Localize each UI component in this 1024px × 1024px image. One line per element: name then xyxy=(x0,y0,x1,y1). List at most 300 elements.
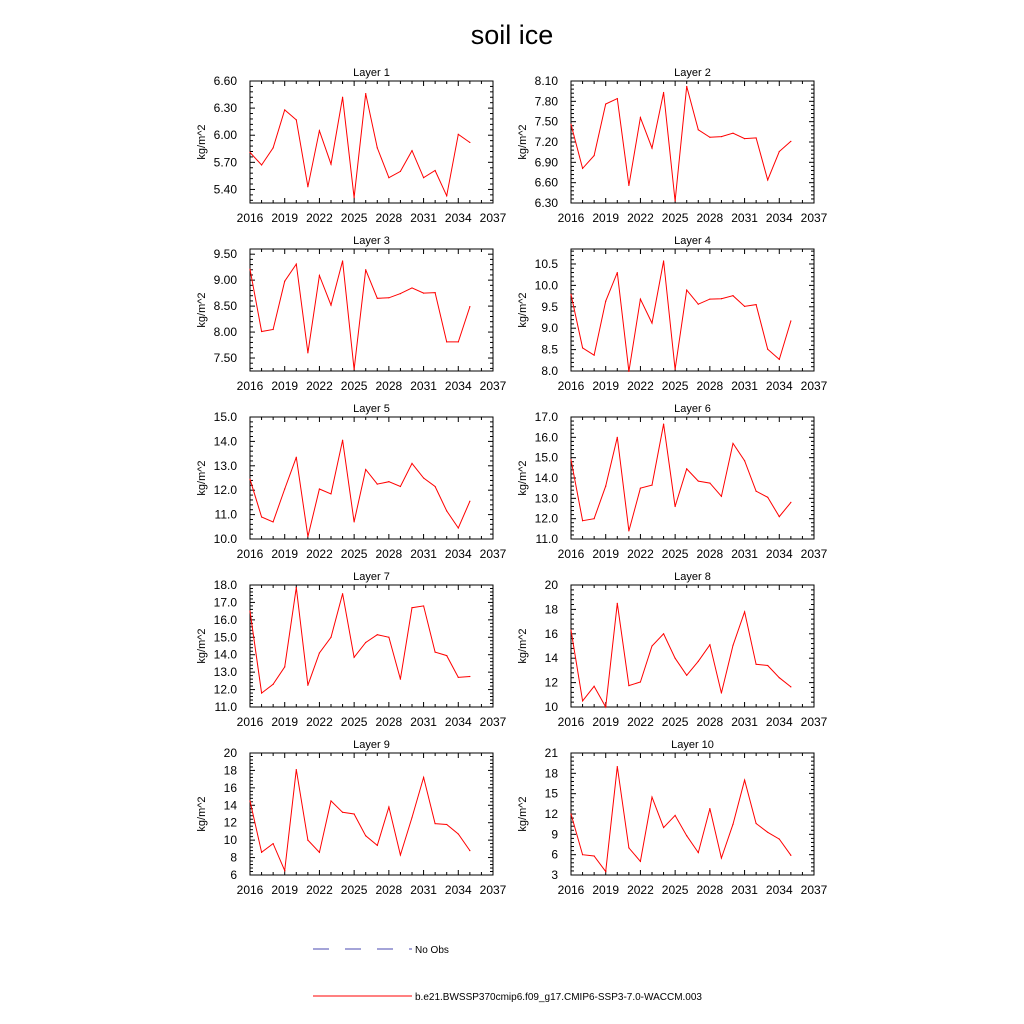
data-point xyxy=(779,677,780,678)
data-point xyxy=(686,835,687,836)
y-tick-label: 7.20 xyxy=(534,135,558,149)
panel-title: Layer 2 xyxy=(674,67,711,79)
data-point xyxy=(249,269,250,270)
data-point xyxy=(342,812,343,813)
data-point xyxy=(709,644,710,645)
data-point xyxy=(790,141,791,142)
data-point xyxy=(423,477,424,478)
x-tick-label: 2022 xyxy=(306,211,333,225)
x-tick-label: 2019 xyxy=(271,547,299,561)
data-point xyxy=(628,685,629,686)
data-point xyxy=(400,854,401,855)
data-point xyxy=(377,845,378,846)
data-point xyxy=(411,287,412,288)
y-tick-label: 18 xyxy=(544,602,558,617)
data-point xyxy=(354,197,355,198)
data-point xyxy=(377,298,378,299)
data-point xyxy=(732,443,733,444)
y-tick-label: 12 xyxy=(223,815,237,830)
data-point xyxy=(319,852,320,853)
data-point xyxy=(721,496,722,497)
data-point xyxy=(605,871,606,872)
data-point xyxy=(273,843,274,844)
data-point xyxy=(423,293,424,294)
data-point xyxy=(249,800,250,801)
data-point xyxy=(273,329,274,330)
data-point xyxy=(721,857,722,858)
data-point xyxy=(435,170,436,171)
panel-layer-7 xyxy=(196,571,507,729)
data-point xyxy=(469,850,470,851)
data-point xyxy=(686,86,687,87)
x-tick-label: 2031 xyxy=(410,211,437,225)
data-point xyxy=(663,424,664,425)
y-tick-label: 15.0 xyxy=(213,410,237,424)
data-point xyxy=(663,92,664,93)
x-tick-label: 2037 xyxy=(800,379,828,393)
data-point xyxy=(709,298,710,299)
x-tick-label: 2025 xyxy=(340,547,368,561)
data-point xyxy=(675,815,676,816)
data-point xyxy=(651,148,652,149)
y-tick-label: 14.0 xyxy=(213,434,237,449)
y-tick-label: 6.30 xyxy=(213,101,237,116)
y-tick-label: 10 xyxy=(223,833,237,848)
data-point xyxy=(686,468,687,469)
x-tick-label: 2022 xyxy=(306,715,333,729)
data-point xyxy=(732,824,733,825)
y-tick-label: 11.0 xyxy=(214,700,237,714)
data-point xyxy=(469,142,470,143)
x-tick-label: 2019 xyxy=(271,883,299,897)
panel-title: Layer 10 xyxy=(671,739,714,751)
data-point xyxy=(319,652,320,653)
x-tick-label: 2037 xyxy=(479,211,507,225)
x-tick-label: 2031 xyxy=(731,379,758,393)
y-tick-label: 12 xyxy=(544,807,558,821)
data-point xyxy=(628,847,629,848)
data-point xyxy=(582,347,583,348)
x-tick-label: 2028 xyxy=(696,379,724,393)
data-point xyxy=(458,677,459,678)
x-tick-label: 2019 xyxy=(271,211,299,225)
data-point xyxy=(617,272,618,273)
data-point xyxy=(365,269,366,270)
data-point xyxy=(756,491,757,492)
data-point xyxy=(307,840,308,841)
data-point xyxy=(319,130,320,131)
data-point xyxy=(744,306,745,307)
panel-title: Layer 1 xyxy=(353,67,390,79)
x-tick-label: 2022 xyxy=(627,883,654,897)
data-point xyxy=(249,479,250,480)
data-point xyxy=(354,813,355,814)
series-line xyxy=(250,94,470,198)
data-point xyxy=(354,657,355,658)
x-tick-label: 2037 xyxy=(479,547,507,561)
x-tick-label: 2028 xyxy=(375,211,403,225)
x-tick-label: 2031 xyxy=(731,547,758,561)
data-point xyxy=(594,855,595,856)
y-axis-label: kg/m^2 xyxy=(196,628,208,664)
data-point xyxy=(732,645,733,646)
y-tick-label: 15.0 xyxy=(534,450,558,465)
x-tick-label: 2031 xyxy=(410,883,437,897)
y-tick-label: 12.0 xyxy=(213,682,237,697)
data-point xyxy=(790,855,791,856)
data-point xyxy=(617,766,618,767)
y-tick-label: 5.70 xyxy=(213,155,237,170)
y-tick-label: 10.0 xyxy=(534,278,558,293)
y-tick-label: 14 xyxy=(544,651,558,666)
data-point xyxy=(469,676,470,677)
series-line xyxy=(250,588,470,694)
data-point xyxy=(570,294,571,295)
data-point xyxy=(354,521,355,522)
plot-frame xyxy=(250,417,493,539)
legend-model-label: b.e21.BWSSP370cmip6.f09_g17.CMIP6-SSP3-7.0-WACCM.003 xyxy=(415,992,702,1003)
data-point xyxy=(605,301,606,302)
data-point xyxy=(365,835,366,836)
y-tick-label: 10 xyxy=(544,700,558,714)
data-point xyxy=(675,369,676,370)
data-point xyxy=(721,298,722,299)
data-point xyxy=(330,164,331,165)
data-point xyxy=(744,611,745,612)
series-line xyxy=(250,440,470,536)
data-point xyxy=(698,304,699,305)
y-tick-label: 8.00 xyxy=(213,325,237,340)
data-point xyxy=(435,292,436,293)
data-point xyxy=(651,485,652,486)
data-point xyxy=(411,817,412,818)
data-point xyxy=(469,306,470,307)
x-tick-label: 2025 xyxy=(340,883,368,897)
data-point xyxy=(296,119,297,120)
data-point xyxy=(756,823,757,824)
data-point xyxy=(698,480,699,481)
y-tick-label: 9.0 xyxy=(541,321,558,336)
y-tick-label: 16.0 xyxy=(534,430,558,445)
data-point xyxy=(411,463,412,464)
data-point xyxy=(767,179,768,180)
x-tick-label: 2016 xyxy=(557,547,585,561)
data-point xyxy=(698,852,699,853)
y-tick-label: 13.0 xyxy=(213,665,237,680)
y-tick-label: 12 xyxy=(544,675,558,690)
x-tick-label: 2037 xyxy=(800,211,828,225)
data-point xyxy=(744,460,745,461)
data-point xyxy=(388,481,389,482)
y-axis-label: kg/m^2 xyxy=(517,460,529,496)
data-point xyxy=(446,341,447,342)
data-point xyxy=(365,93,366,94)
x-tick-label: 2022 xyxy=(627,715,654,729)
x-tick-label: 2031 xyxy=(410,547,437,561)
x-tick-label: 2016 xyxy=(236,715,264,729)
y-tick-label: 8 xyxy=(230,850,237,865)
data-point xyxy=(651,322,652,323)
y-tick-label: 14 xyxy=(223,798,237,813)
data-point xyxy=(779,838,780,839)
data-point xyxy=(284,488,285,489)
data-point xyxy=(342,260,343,261)
data-point xyxy=(319,275,320,276)
x-tick-label: 2028 xyxy=(696,211,724,225)
x-tick-label: 2016 xyxy=(236,547,264,561)
y-tick-label: 18 xyxy=(544,766,558,781)
data-point xyxy=(307,186,308,187)
x-tick-label: 2022 xyxy=(627,211,654,225)
data-point xyxy=(330,800,331,801)
data-point xyxy=(446,195,447,196)
y-tick-label: 16 xyxy=(544,626,558,641)
data-point xyxy=(388,806,389,807)
panel-title: Layer 7 xyxy=(353,571,390,583)
panel-layer-2 xyxy=(517,67,828,225)
y-tick-label: 17.0 xyxy=(213,595,237,610)
data-point xyxy=(675,658,676,659)
x-tick-label: 2019 xyxy=(592,883,620,897)
data-point xyxy=(284,870,285,871)
data-point xyxy=(435,823,436,824)
x-tick-label: 2028 xyxy=(375,715,403,729)
x-tick-label: 2031 xyxy=(731,715,758,729)
x-tick-label: 2034 xyxy=(765,547,793,561)
data-point xyxy=(365,469,366,470)
x-tick-label: 2025 xyxy=(661,883,689,897)
x-tick-label: 2025 xyxy=(340,211,368,225)
panel-layer-5 xyxy=(196,403,507,561)
y-tick-label: 11.0 xyxy=(214,507,237,522)
y-axis-label: kg/m^2 xyxy=(196,460,208,496)
data-point xyxy=(261,164,262,165)
x-tick-label: 2031 xyxy=(731,211,758,225)
y-tick-label: 13.0 xyxy=(213,458,237,473)
data-point xyxy=(686,675,687,676)
x-tick-label: 2037 xyxy=(479,379,507,393)
panel-title: Layer 4 xyxy=(674,235,711,247)
x-tick-label: 2028 xyxy=(696,883,724,897)
data-point xyxy=(617,437,618,438)
data-point xyxy=(388,637,389,638)
x-tick-label: 2034 xyxy=(765,883,793,897)
data-point xyxy=(767,665,768,666)
data-point xyxy=(261,331,262,332)
data-point xyxy=(640,861,641,862)
data-point xyxy=(640,681,641,682)
data-point xyxy=(651,645,652,646)
x-tick-label: 2019 xyxy=(271,715,299,729)
data-point xyxy=(744,780,745,781)
y-tick-label: 16 xyxy=(223,780,237,795)
data-point xyxy=(594,686,595,687)
x-tick-label: 2019 xyxy=(592,715,620,729)
data-point xyxy=(273,521,274,522)
plot-frame xyxy=(571,249,814,371)
panel-layer-10 xyxy=(517,739,828,897)
x-tick-label: 2034 xyxy=(765,379,793,393)
data-point xyxy=(377,634,378,635)
data-point xyxy=(296,587,297,588)
panel-title: Layer 5 xyxy=(353,403,390,415)
plot-frame xyxy=(250,585,493,707)
y-axis-label: kg/m^2 xyxy=(517,796,529,832)
data-point xyxy=(709,808,710,809)
x-tick-label: 2031 xyxy=(731,883,758,897)
panel-layer-1 xyxy=(196,67,507,225)
y-tick-label: 12.0 xyxy=(534,511,558,526)
data-point xyxy=(767,832,768,833)
x-tick-label: 2031 xyxy=(410,715,437,729)
y-tick-label: 6.90 xyxy=(534,155,558,170)
data-point xyxy=(342,97,343,98)
x-tick-label: 2028 xyxy=(696,547,724,561)
y-tick-label: 6 xyxy=(230,868,237,882)
data-point xyxy=(663,260,664,261)
data-point xyxy=(377,147,378,148)
data-point xyxy=(423,177,424,178)
x-tick-label: 2028 xyxy=(375,883,403,897)
y-tick-label: 6 xyxy=(551,847,558,862)
x-tick-label: 2034 xyxy=(444,379,472,393)
data-point xyxy=(377,484,378,485)
y-tick-label: 6.00 xyxy=(213,128,237,143)
data-point xyxy=(458,134,459,135)
y-tick-label: 8.50 xyxy=(213,299,237,314)
series-line xyxy=(571,603,791,707)
x-tick-label: 2025 xyxy=(340,379,368,393)
data-point xyxy=(628,530,629,531)
data-point xyxy=(388,177,389,178)
data-point xyxy=(698,129,699,130)
y-tick-label: 9.5 xyxy=(541,299,558,314)
data-point xyxy=(582,168,583,169)
data-point xyxy=(570,813,571,814)
x-tick-label: 2025 xyxy=(661,211,689,225)
panel-title: Layer 9 xyxy=(353,739,390,751)
x-tick-label: 2022 xyxy=(627,379,654,393)
y-tick-label: 10.5 xyxy=(534,256,558,271)
data-point xyxy=(400,486,401,487)
y-tick-label: 14.0 xyxy=(213,647,237,662)
data-point xyxy=(458,527,459,528)
x-tick-label: 2028 xyxy=(696,715,724,729)
data-point xyxy=(640,117,641,118)
panel-layer-3 xyxy=(196,235,507,393)
data-point xyxy=(400,171,401,172)
data-point xyxy=(365,642,366,643)
y-tick-label: 14.0 xyxy=(534,471,558,485)
data-point xyxy=(446,510,447,511)
data-point xyxy=(721,692,722,693)
series-line xyxy=(250,261,470,370)
data-point xyxy=(411,150,412,151)
y-tick-label: 6.30 xyxy=(534,196,558,210)
x-tick-label: 2016 xyxy=(557,883,585,897)
data-point xyxy=(628,371,629,372)
data-point xyxy=(307,685,308,686)
x-tick-label: 2016 xyxy=(236,211,264,225)
data-point xyxy=(767,349,768,350)
data-point xyxy=(790,502,791,503)
x-tick-label: 2019 xyxy=(592,547,620,561)
data-point xyxy=(261,516,262,517)
x-tick-label: 2022 xyxy=(306,883,333,897)
data-point xyxy=(284,109,285,110)
data-point xyxy=(675,506,676,507)
x-tick-label: 2016 xyxy=(557,211,585,225)
x-tick-label: 2016 xyxy=(557,715,585,729)
x-tick-label: 2016 xyxy=(236,883,264,897)
data-point xyxy=(756,137,757,138)
y-tick-label: 7.50 xyxy=(534,114,558,129)
x-tick-label: 2034 xyxy=(765,211,793,225)
y-tick-label: 17.0 xyxy=(534,410,558,424)
plot-frame xyxy=(571,81,814,203)
data-point xyxy=(296,263,297,264)
y-tick-label: 18.0 xyxy=(213,578,237,592)
data-point xyxy=(423,777,424,778)
data-point xyxy=(709,137,710,138)
data-point xyxy=(594,155,595,156)
data-point xyxy=(582,520,583,521)
x-tick-label: 2034 xyxy=(444,883,472,897)
data-point xyxy=(354,369,355,370)
data-point xyxy=(249,152,250,153)
y-tick-label: 6.60 xyxy=(213,74,237,88)
y-axis-label: kg/m^2 xyxy=(517,124,529,160)
data-point xyxy=(261,852,262,853)
y-tick-label: 5.40 xyxy=(213,182,237,197)
y-tick-label: 8.5 xyxy=(541,342,558,357)
y-tick-label: 9.50 xyxy=(213,247,237,262)
data-point xyxy=(342,440,343,441)
x-tick-label: 2037 xyxy=(479,715,507,729)
plot-frame xyxy=(250,249,493,371)
data-point xyxy=(400,679,401,680)
x-tick-label: 2019 xyxy=(592,379,620,393)
panel-grid xyxy=(196,67,828,897)
series-line xyxy=(571,261,791,371)
x-tick-label: 2016 xyxy=(557,379,585,393)
data-point xyxy=(411,607,412,608)
x-tick-label: 2025 xyxy=(340,715,368,729)
data-point xyxy=(330,637,331,638)
figure-title: soil ice xyxy=(470,20,554,50)
x-tick-label: 2028 xyxy=(375,547,403,561)
x-tick-label: 2019 xyxy=(271,379,299,393)
x-tick-label: 2016 xyxy=(236,379,264,393)
panel-layer-6 xyxy=(517,403,828,561)
x-tick-label: 2025 xyxy=(661,379,689,393)
data-point xyxy=(582,854,583,855)
y-axis-label: kg/m^2 xyxy=(517,628,529,664)
x-tick-label: 2031 xyxy=(410,379,437,393)
data-point xyxy=(307,536,308,537)
data-point xyxy=(779,516,780,517)
data-point xyxy=(273,684,274,685)
data-point xyxy=(640,298,641,299)
y-tick-label: 20 xyxy=(544,578,558,592)
data-point xyxy=(435,486,436,487)
data-point xyxy=(284,281,285,282)
data-point xyxy=(790,320,791,321)
y-tick-label: 11.0 xyxy=(535,532,558,546)
data-point xyxy=(296,457,297,458)
x-tick-label: 2034 xyxy=(444,547,472,561)
data-point xyxy=(651,796,652,797)
